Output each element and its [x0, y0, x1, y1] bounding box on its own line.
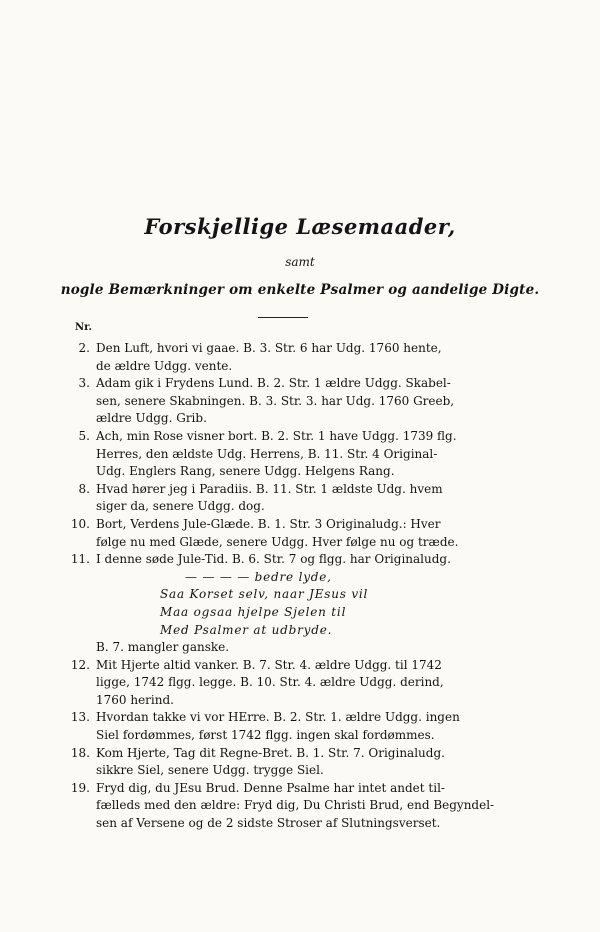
entry-line: Ach, min Rose visner bort. B. 2. Str. 1 have Udgg. 1739 flg. [96, 428, 457, 443]
entry-number: 19. [70, 780, 90, 795]
entry-line: sen af Versene og de 2 sidste Stroser af Slutningsverset. [96, 816, 441, 831]
entry-line: Siel fordømmes, først 1742 flgg. ingen skal fordømmes. [96, 728, 435, 743]
entry-number: 3. [78, 376, 90, 391]
list-item [58, 428, 510, 481]
list-item [58, 709, 510, 744]
entry-line: Hvordan takke vi vor HErre. B. 2. Str. 1. ældre Udgg. ingen [96, 710, 460, 725]
list-item [58, 375, 510, 428]
entry-line: siger da, senere Udgg. dog. [96, 499, 265, 514]
page-title: Forskjellige Læsemaader, [144, 214, 456, 239]
entry-line: Mit Hjerte altid vanker. B. 7. Str. 4. ældre Udgg. til 1742 [96, 657, 442, 672]
subtitle-connector: samt [285, 255, 315, 269]
entry-number: 10. [70, 516, 90, 531]
entry-line: ældre Udgg. Grib. [96, 411, 207, 426]
entry-line: fælleds med den ældre: Fryd dig, Du Christi Brud, end Begyndel- [96, 798, 495, 813]
entry-line: Kom Hjerte, Tag dit Regne-Bret. B. 1. Str. 7. Originaludg. [96, 745, 445, 760]
entry-note: B. 7. mangler ganske. [96, 640, 230, 655]
entry-line: Udg. Englers Rang, senere Udgg. Helgens Rang. [96, 464, 395, 479]
entry-line: Adam gik i Frydens Lund. B. 2. Str. 1 ældre Udgg. Skabel- [96, 376, 451, 391]
entry-number: 18. [70, 745, 90, 760]
entry-line: I denne søde Jule-Tid. B. 6. Str. 7 og flgg. har Originaludg. [96, 552, 451, 567]
entry-number: 8. [78, 481, 90, 496]
list-item [58, 551, 510, 569]
verse-line: Saa Korset selv, naar JEsus vil [160, 587, 369, 602]
verse-line: Maa ogsaa hjelpe Sjelen til [160, 604, 347, 619]
entry-line: sen, senere Skabningen. B. 3. Str. 3. har Udg. 1760 Greeb, [96, 393, 455, 408]
entry-line: sikkre Siel, senere Udgg. trygge Siel. [96, 763, 324, 778]
entry-number: 5. [78, 428, 90, 443]
entry-line: Herres, den ældste Udg. Herrens, B. 11. Str. 4 Original- [96, 446, 438, 461]
entry-number: 2. [78, 341, 90, 355]
entry-list [58, 340, 510, 833]
title-divider [258, 317, 308, 318]
number-column-label: Nr. [75, 322, 92, 333]
page-subtitle: nogle Bemærkninger om enkelte Psalmer og aandelige Digte. [60, 282, 540, 298]
entry-line: Fryd dig, du JEsu Brud. Denne Psalme har intet andet til- [96, 780, 445, 795]
list-item [58, 657, 510, 710]
list-item [58, 481, 510, 516]
list-item [58, 780, 510, 833]
list-item [58, 340, 510, 375]
entry-number: 12. [70, 657, 90, 672]
verse-line: Med Psalmer at udbryde. [160, 622, 333, 637]
entry-line: de ældre Udgg. vente. [96, 358, 233, 373]
entry-number: 11. [70, 552, 90, 567]
list-item [58, 745, 510, 780]
entry-line: 1760 herind. [96, 692, 174, 707]
entry-line: Bort, Verdens Jule-Glæde. B. 1. Str. 3 Originaludg.: Hver [96, 516, 441, 531]
entry-number: 13. [70, 710, 90, 725]
entry-line: følge nu med Glæde, senere Udgg. Hver følge nu og træde. [96, 534, 459, 549]
list-item [58, 516, 510, 551]
entry-line: Hvad hører jeg i Paradiis. B. 11. Str. 1 ældste Udg. hvem [96, 481, 443, 496]
verse-line: — — — — bedre lyde, [185, 569, 332, 584]
verse-quote [58, 569, 510, 639]
entry-line: Den Luft, hvori vi gaae. B. 3. Str. 6 har Udg. 1760 hente, [96, 341, 442, 355]
entry-line: ligge, 1742 flgg. legge. B. 10. Str. 4. ældre Udgg. derind, [96, 675, 444, 690]
